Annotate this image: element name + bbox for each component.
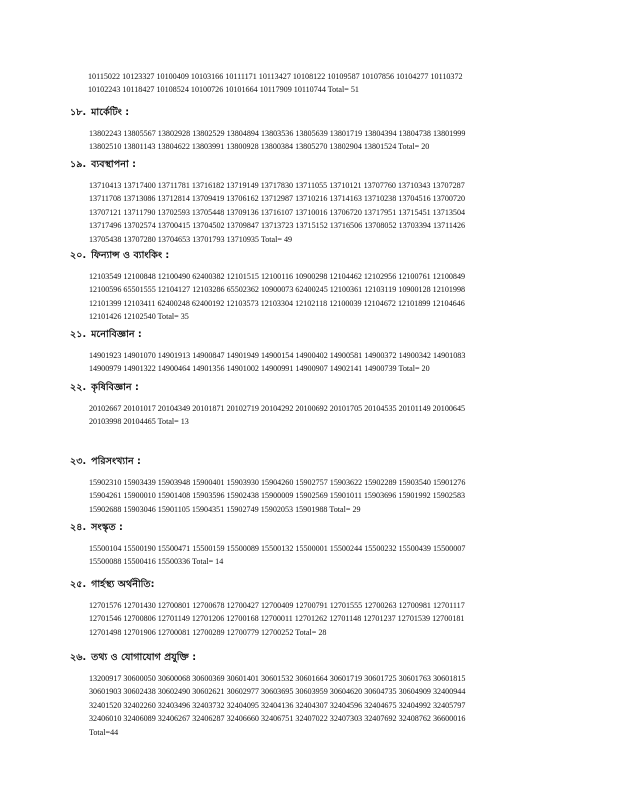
roll-line: 15500088 15500416 15500336 Total= 14: [89, 557, 224, 567]
roll-line: 10102243 10118427 10108524 10100726 10101664 10117909 10110744 Total= 51: [88, 84, 359, 94]
section-number: ২৪.: [70, 522, 87, 533]
section-home-economics: [70, 578, 570, 639]
roll-line: 13717496 13702574 13700415 13704502 13709847 13713723 13715152 13716506 13708052 13703394 13711426: [89, 221, 466, 231]
section-heading: [70, 328, 570, 341]
section-heading: [70, 158, 570, 171]
roll-line: 15902310 15903439 15903948 15900401 15903930 15904260 15902757 15903622 15902289 15903540 15901276: [89, 478, 466, 487]
roll-line: 12101426 12102540 Total= 35: [89, 312, 189, 322]
roll-list: [89, 127, 570, 154]
roll-line: 32401520 32402260 32403496 32403732 32404095 32404136 32404307 32404596 32404675 32404992 32405797: [89, 700, 466, 710]
roll-line: 15902688 15903046 15901105 15904351 15902749 15902053 15901988 Total= 29: [89, 504, 361, 514]
section-title: ব্যবস্থাপনা :: [91, 159, 136, 170]
section-heading: [70, 651, 570, 664]
section-title: তথ্য ও যোগাযোগ প্রযুক্তি :: [91, 652, 197, 663]
section-title: ফিন্যান্স ও ব্যাংকিং :: [91, 250, 170, 261]
section-title: কৃষিবিজ্ঞান :: [91, 382, 139, 393]
section-sanskrit: [70, 521, 570, 569]
section-number: ২৬.: [70, 652, 87, 663]
roll-line: 13711708 13713086 13712814 13709419 13706162 13712987 13710216 13714163 13710238 13704516 13700720: [89, 194, 466, 204]
roll-line: 20103998 20104465 Total= 13: [89, 417, 189, 427]
section-marketing: [70, 106, 570, 154]
section-title: সংস্কৃত :: [91, 522, 123, 533]
section-psychology: [70, 328, 570, 376]
roll-line: 30601903 30602438 30602490 30602621 30602977 30603695 30603959 30604620 30604735 30604909 32400944: [89, 687, 466, 697]
section-heading: [70, 249, 570, 262]
roll-line: 12100596 65501555 12104127 12103286 65502362 10900073 62400245 12100361 12103119 10900128 12101998: [89, 285, 466, 295]
roll-list: [89, 402, 570, 429]
section-number: ২০.: [70, 250, 87, 261]
roll-line: 13705438 13707280 13704653 13701793 13710935 Total= 49: [89, 234, 293, 244]
roll-line: 13802243 13805567 13802928 13802529 13804894 13803536 13805639 13801719 13804394 13804738 13801999: [89, 129, 466, 138]
section-title: গার্হস্থ্য অর্থনীতি:: [91, 579, 155, 590]
roll-line: 20102667 20101017 20104349 20101871 20102719 20104292 20100692 20101705 20104535 20101149 20100645: [89, 404, 466, 413]
roll-list: [89, 349, 570, 376]
roll-list: [89, 599, 570, 639]
roll-line: 14900979 14901322 14900464 14901356 14901002 14900991 14900907 14902141 14900739 Total= 20: [89, 364, 430, 374]
roll-line: Total=44: [89, 727, 119, 737]
section-ict: [70, 651, 570, 739]
section-title: মার্কেটিং :: [91, 107, 130, 118]
section-heading: [70, 578, 570, 591]
section-number: ১৯.: [70, 159, 87, 170]
roll-line: 13710413 13717400 13711781 13716182 13719149 13717830 13711055 13710121 13707760 13710343 13707287: [89, 181, 465, 190]
section-heading: [70, 521, 570, 534]
section-number: ২১.: [70, 329, 87, 340]
roll-line: 14901923 14901070 14901913 14900847 14901949 14900154 14900402 14900581 14900372 14900342 14901083: [89, 351, 466, 360]
section-finance-banking: [70, 249, 570, 324]
section-agriculture: [70, 381, 570, 429]
continued-roll-list: [88, 71, 558, 96]
roll-line: 13707121 13711790 13702593 13705448 13709136 13716107 13710016 13706720 13717951 13715451 13713504: [89, 207, 466, 217]
section-title: মনোবিজ্ঞান :: [91, 329, 142, 340]
section-statistics: [70, 455, 570, 516]
roll-list: [89, 476, 570, 516]
section-number: ২৫.: [70, 579, 87, 590]
section-management: [70, 158, 570, 246]
roll-line: 13200917 30600050 30600068 30600369 30601401 30601532 30601664 30601719 30601725 30601763 30601815: [89, 674, 466, 683]
roll-line: 15500104 15500190 15500471 15500159 15500089 15500132 15500001 15500244 15500232 15500439 15500007: [89, 544, 466, 553]
section-title: পরিসংখ্যান :: [91, 456, 141, 467]
roll-list: [89, 542, 570, 569]
roll-line: 12701576 12701430 12700801 12700678 12700427 12700409 12700791 12701555 12700263 12700981 12701117: [89, 601, 465, 610]
roll-line: 12701546 12700806 12701149 12701206 12700168 12700011 12701262 12701148 12701237 12701539 12700181: [89, 614, 465, 624]
roll-line: 12101399 12103411 62400248 62400192 12103573 12103304 12102118 12100039 12104672 12101899 12104646: [89, 298, 465, 308]
roll-line: 32406010 32406089 32406267 32406287 32406660 32406751 32407022 32407303 32407692 32408762 36600016: [89, 714, 466, 724]
section-number: ২২.: [70, 382, 87, 393]
section-heading: [70, 381, 570, 394]
roll-line: 12701498 12701906 12700081 12700289 12700779 12700252 Total= 28: [89, 627, 327, 637]
section-number: ১৮.: [70, 107, 87, 118]
section-number: ২৩.: [70, 456, 87, 467]
roll-line: 15904261 15900010 15901408 15903596 15902438 15900009 15902569 15901011 15903696 15901992 15902583: [89, 491, 466, 501]
roll-list: [89, 270, 570, 324]
roll-line: 13802510 13801143 13804622 13803991 13800928 13800384 13805270 13802904 13801524 Total= 20: [89, 142, 430, 152]
section-heading: [70, 455, 570, 468]
roll-line: 10115022 10123327 10100409 10103166 10111171 10113427 10108122 10109587 10107856 10104277 10110372: [88, 72, 463, 81]
roll-line: 12103549 12100848 12100490 62400382 12101515 12100116 10900298 12104462 12102956 12100761 12100849: [89, 272, 466, 281]
section-heading: [70, 106, 570, 119]
roll-list: [89, 672, 570, 739]
roll-list: [89, 179, 570, 246]
